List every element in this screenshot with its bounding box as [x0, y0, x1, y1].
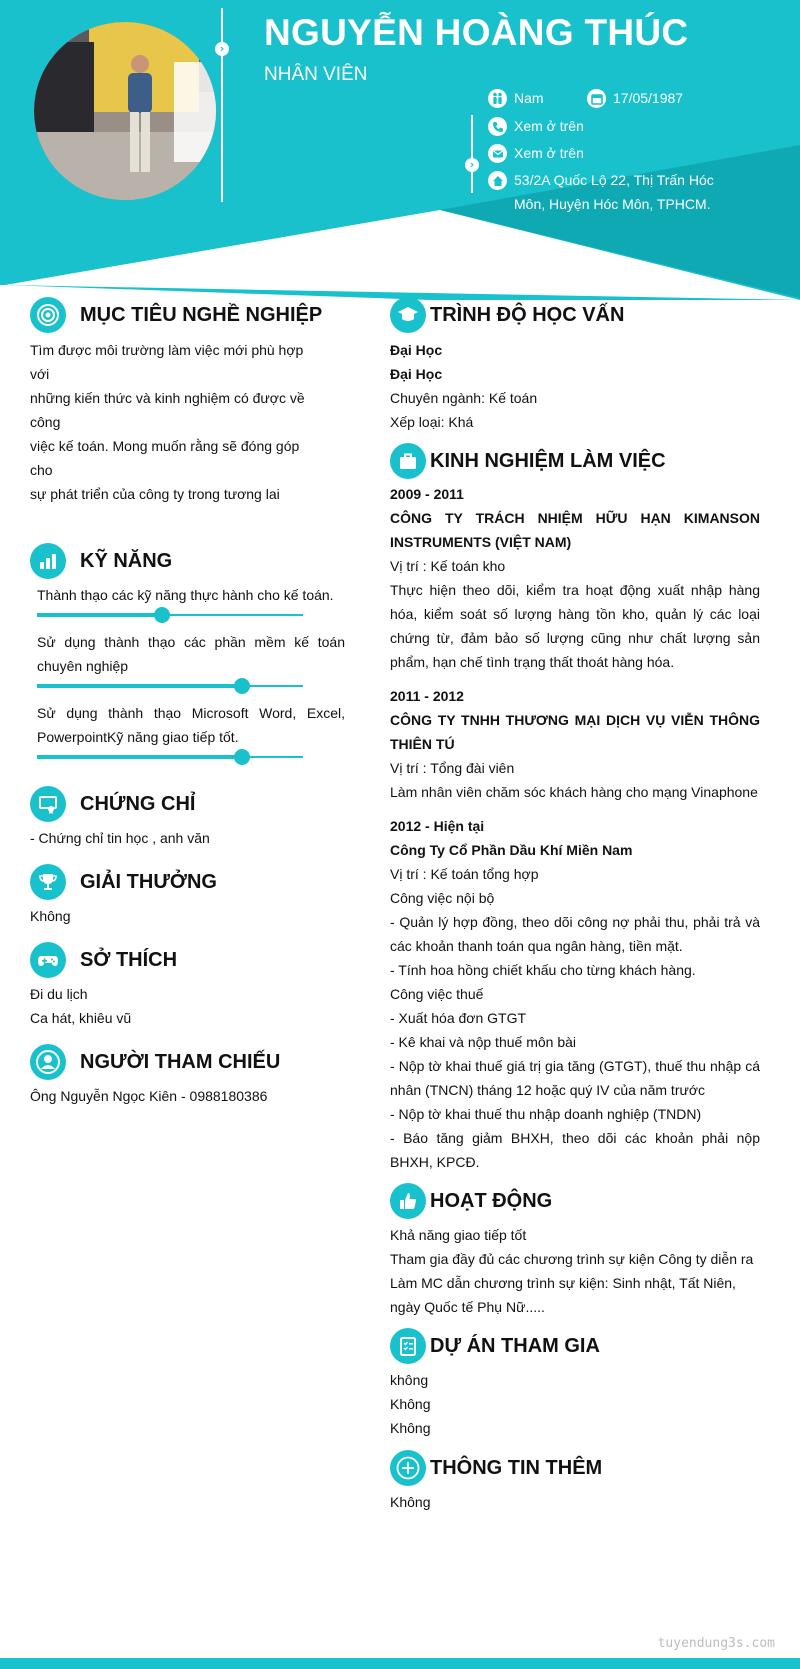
candidate-role: NHÂN VIÊN [264, 64, 368, 85]
skill-level-bar [37, 614, 303, 616]
contact-arrow-icon: › [465, 158, 479, 172]
skill-level-fill [37, 755, 242, 759]
objective-heading [30, 297, 322, 333]
job-entry [390, 814, 760, 1174]
gender-info [488, 86, 544, 110]
address-line-1: 53/2A Quốc Lộ 22, Thị Trấn Hóc [514, 172, 714, 188]
education-degree: Đại Học [390, 366, 443, 382]
job-description: Làm nhân viên chăm sóc khách hàng cho mạng Vinaphone [390, 784, 758, 800]
job-description-line: - Kê khai và nộp thuế môn bài [390, 1034, 577, 1050]
skill-level-bar [37, 756, 303, 758]
certificates-text: - Chứng chỉ tin học , anh văn [30, 830, 210, 846]
hobbies-text [30, 982, 131, 1030]
job-description-line: - Xuất hóa đơn GTGT [390, 1010, 527, 1026]
phone-icon [488, 117, 507, 136]
header-divider-line [221, 8, 223, 202]
job-entry [390, 482, 760, 674]
experience-title: KINH NGHIỆM LÀM VIỆC [430, 449, 666, 472]
phone-info [488, 114, 584, 138]
extra-info-heading [390, 1450, 602, 1486]
awards-title: GIẢI THƯỞNG [80, 870, 217, 893]
user-circle-icon [30, 1044, 66, 1080]
address-info [488, 168, 714, 216]
skills-title: KỸ NĂNG [80, 549, 173, 572]
awards-text: Không [30, 908, 71, 924]
extra-info-text: Không [390, 1494, 431, 1510]
job-description: Thực hiện theo dõi, kiểm tra hoạt động xuất nhập hàng hóa, kiểm soát số lượng hàng tồn kho, quản lý các loại chứng từ, đảm bảo số lượng cũng như chất lượng sản phẩm, hạn chế tình trạng thất thoát hàng hóa. [390, 582, 760, 670]
address-line-2: Môn, Huyện Hóc Môn, TPHCM. [514, 196, 711, 212]
certificate-icon [30, 786, 66, 822]
job-company: Công Ty Cổ Phần Dầu Khí Miền Nam [390, 842, 633, 858]
job-description-line: - Báo tăng giảm BHXH, theo dõi các khoản phải nộp BHXH, KPCĐ. [390, 1130, 760, 1170]
hobbies-title: SỞ THÍCH [80, 948, 178, 971]
activities-text [390, 1223, 760, 1319]
graduation-cap-icon [390, 297, 426, 333]
job-description-line: - Nộp tờ khai thuế giá trị gia tăng (GTGT), thuế thu nhập cá nhân (TNCN) tháng 12 hoặc quý IV của năm trước [390, 1058, 760, 1098]
skill-level-knob [154, 607, 170, 623]
skill-level-fill [37, 684, 242, 688]
job-position: Vị trí : Kế toán kho [390, 558, 506, 574]
references-title: NGƯỜI THAM CHIẾU [80, 1050, 281, 1073]
skill-level-bar [37, 685, 303, 687]
education-major: Chuyên ngành: Kế toán [390, 390, 538, 406]
certificates-heading [30, 786, 195, 822]
gender-value: Nam [514, 90, 544, 106]
hobby-item: Đi du lịch [30, 986, 88, 1002]
objective-line: công [30, 414, 61, 430]
checklist-icon [390, 1328, 426, 1364]
thumbs-up-icon [390, 1183, 426, 1219]
briefcase-icon [390, 443, 426, 479]
job-company: CÔNG TY TNHH THƯƠNG MẠI DỊCH VỤ VIỄN THÔNG THIÊN TÚ [390, 712, 760, 752]
objective-line: với [30, 366, 50, 382]
job-period: 2009 - 2011 [390, 486, 464, 502]
objective-line: việc kế toán. Mong muốn rằng sẽ đóng góp [30, 438, 300, 454]
activity-line: Khả năng giao tiếp tốt [390, 1227, 527, 1243]
email-info [488, 141, 584, 165]
projects-text [390, 1368, 430, 1440]
education-school: Đại Học [390, 342, 443, 358]
skill-level-knob [234, 749, 250, 765]
activity-line: Làm MC dẫn chương trình sự kiện: Sinh nhật, Tất Niên, ngày Quốc tế Phụ Nữ..... [390, 1275, 736, 1315]
hobbies-heading [30, 942, 177, 978]
plus-circle-icon [390, 1450, 426, 1486]
job-description-line: Công việc thuế [390, 986, 484, 1002]
job-company: CÔNG TY TRÁCH NHIỆM HỮU HẠN KIMANSON INSTRUMENTS (VIỆT NAM) [390, 510, 760, 550]
extra-info-title: THÔNG TIN THÊM [430, 1456, 603, 1479]
dob-info [587, 86, 683, 110]
job-entry [390, 684, 760, 804]
education-grade: Xếp loại: Khá [390, 414, 474, 430]
objective-line: những kiến thức và kinh nghiệm có được về [30, 390, 305, 406]
job-period: 2011 - 2012 [390, 688, 464, 704]
projects-title: DỰ ÁN THAM GIA [430, 1334, 600, 1357]
trophy-icon [30, 864, 66, 900]
calendar-icon [587, 89, 606, 108]
activity-line: Tham gia đầy đủ các chương trình sự kiện Công ty diễn ra [390, 1251, 754, 1267]
objective-text [30, 338, 313, 506]
education-heading [390, 297, 624, 333]
job-description-line: - Tính hoa hồng chiết khấu cho từng khách hàng. [390, 962, 696, 978]
job-position: Vị trí : Tổng đài viên [390, 760, 515, 776]
projects-heading [390, 1328, 600, 1364]
gender-icon [488, 89, 507, 108]
bar-chart-icon [30, 543, 66, 579]
home-icon [488, 171, 507, 190]
skills-heading [30, 543, 172, 579]
skill-text: Thành thạo các kỹ năng thực hành cho kế toán. [37, 587, 334, 603]
skill-level-fill [37, 613, 162, 617]
references-heading [30, 1044, 280, 1080]
skill-text: Sử dụng thành thạo các phần mềm kế toán chuyên nghiệp [37, 634, 345, 674]
objective-title: MỤC TIÊU NGHỀ NGHIỆP [80, 303, 323, 326]
divider-arrow-icon: › [215, 42, 229, 56]
job-period: 2012 - Hiện tại [390, 818, 485, 834]
candidate-name: NGUYỄN HOÀNG THÚC [264, 12, 689, 53]
project-item: không [390, 1372, 429, 1388]
footer-bar [0, 1658, 800, 1669]
activities-title: HOẠT ĐỘNG [430, 1189, 553, 1212]
awards-heading [30, 864, 217, 900]
job-position: Vị trí : Kế toán tổng hợp [390, 866, 539, 882]
experience-heading [390, 443, 666, 479]
objective-line: Tìm được môi trường làm việc mới phù hợp [30, 342, 304, 358]
watermark: tuyendung3s.com [657, 1636, 775, 1651]
gamepad-icon [30, 942, 66, 978]
phone-value: Xem ở trên [514, 118, 584, 134]
dob-value: 17/05/1987 [613, 90, 684, 106]
project-item: Không [390, 1420, 431, 1436]
skill-level-knob [234, 678, 250, 694]
job-description-line: Công việc nội bộ [390, 890, 495, 906]
hobby-item: Ca hát, khiêu vũ [30, 1010, 132, 1026]
activities-heading [390, 1183, 552, 1219]
project-item: Không [390, 1396, 431, 1412]
profile-photo [34, 22, 216, 200]
job-description-line: - Quản lý hợp đồng, theo dõi công nợ phải thu, phải trả và các khoản thanh toán qua ngân hàng, tiền mặt. [390, 914, 760, 954]
objective-line: sự phát triển của công ty trong tương lai [30, 486, 280, 502]
target-icon [30, 297, 66, 333]
avatar [34, 22, 216, 200]
education-details [390, 338, 537, 434]
education-title: TRÌNH ĐỘ HỌC VẤN [430, 303, 625, 326]
skill-text: Sử dụng thành thạo Microsoft Word, Excel, PowerpointKỹ năng giao tiếp tốt. [37, 705, 345, 745]
references-text: Ông Nguyễn Ngọc Kiên - 0988180386 [30, 1088, 268, 1104]
certificates-title: CHỨNG CHỈ [80, 792, 196, 815]
job-description-line: - Nộp tờ khai thuế thu nhập doanh nghiệp (TNDN) [390, 1106, 702, 1122]
email-icon [488, 144, 507, 163]
contact-divider-line [471, 115, 473, 193]
email-value: Xem ở trên [514, 145, 584, 161]
objective-line: cho [30, 462, 53, 478]
